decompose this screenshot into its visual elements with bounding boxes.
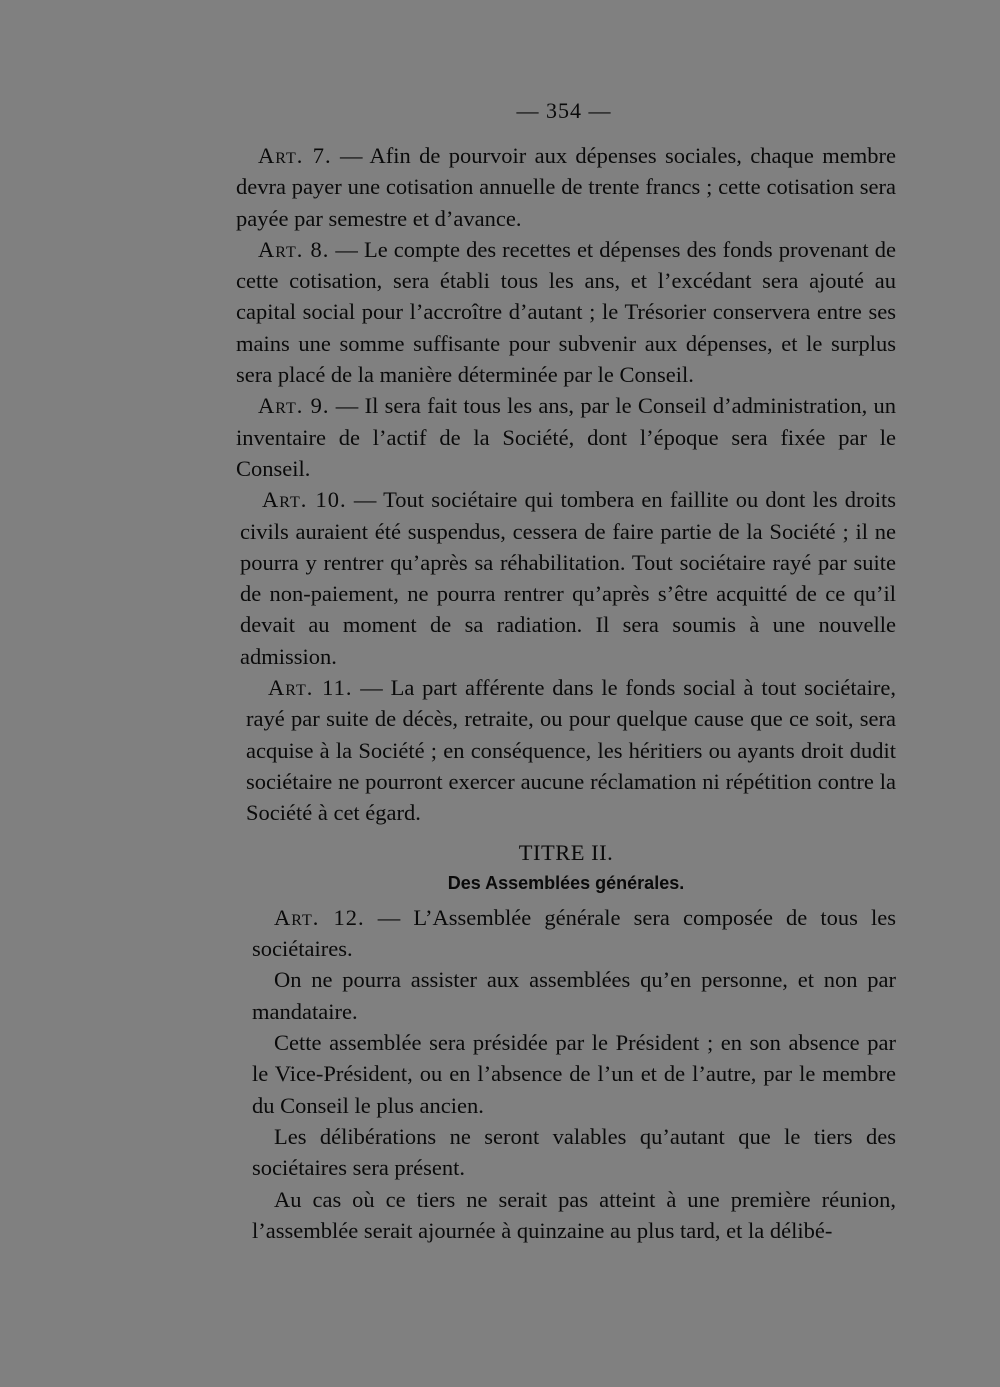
body-text <box>236 140 896 1246</box>
article-11 <box>236 672 896 828</box>
article-7-label: Art. 7. <box>258 143 332 168</box>
page-number: — 354 — <box>516 98 612 123</box>
article-10-label: Art. 10. <box>262 487 347 513</box>
article-12 <box>236 902 896 965</box>
article-9 <box>236 390 896 484</box>
paragraph-quorum: Les délibérations ne seront valables qu’autant que le tiers des sociétaires sera présent. <box>252 1123 896 1181</box>
article-10-text: — Tout sociétaire qui tombera en faillite ou dont les droits civils auraient été suspendus, cessera de faire partie de la Société ; il ne pourra y rentrer qu’après sa réhabilitation. Tout sociétaire rayé par suite de non-paiement, ne pourra rentrer qu’après s’être acquitté de ce qu’il devait au moment de sa radiation. Il sera soumis à une nouvelle admission. <box>240 487 897 669</box>
article-10 <box>236 484 896 672</box>
article-12-label: Art. 12. <box>274 904 365 930</box>
article-11-text: — La part afférente dans le fonds social à tout sociétaire, rayé par suite de décès, retraite, ou pour quelque cause que ce soit, sera acquise à la Société ; en conséquence, les héritiers ou ayants droit dudit sociétaire ne pourront exercer aucune réclamation ni répétition contre la Société à cet égard. <box>246 675 896 826</box>
article-9-text: — Il sera fait tous les ans, par le Conseil d’administration, un inventaire de l’actif de la Société, dont l’époque sera fixée par le Conseil. <box>236 393 896 481</box>
article-8-label: Art. 8. <box>258 236 330 262</box>
section-subtitle: Des Assemblées générales. <box>447 872 685 893</box>
paragraph-presidence: Cette assemblée sera présidée par le Président ; en son absence par le Vice-Président, ou en l’absence de l’un et de l’autre, par le membre du Conseil le plus ancien. <box>252 1030 896 1118</box>
article-11-label: Art. 11. <box>268 675 353 701</box>
article-7-text: — Afin de pourvoir aux dépenses sociales, chaque membre devra payer une cotisation annuelle de trente francs ; cette cotisation sera payée par semestre et d’avance. <box>236 143 896 231</box>
article-8-text: — Le compte des recettes et dépenses des fonds provenant de cette cotisation, sera établi tous les ans, et l’excédant sera ajouté au capital social pour l’accroître d’autant ; le Trésorier conservera entre ses mains une somme suffisante pour subvenir aux dépenses, et le surplus sera placé de la manière déterminée par le Conseil. <box>236 236 897 388</box>
section-title: TITRE II. <box>518 839 614 865</box>
article-12-text: — L’Assemblée générale sera composée de tous les sociétaires. <box>252 904 897 962</box>
paragraph-mandataire: On ne pourra assister aux assemblées qu’en personne, et non par mandataire. <box>252 967 896 1024</box>
article-7 <box>236 140 896 234</box>
article-8 <box>236 234 896 390</box>
article-9-label: Art. 9. <box>258 393 330 419</box>
paragraph-ajournement: Au cas où ce tiers ne serait pas atteint à une première réunion, l’assemblée serait ajournée à quinzaine au plus tard, et la délibé- <box>252 1186 896 1243</box>
